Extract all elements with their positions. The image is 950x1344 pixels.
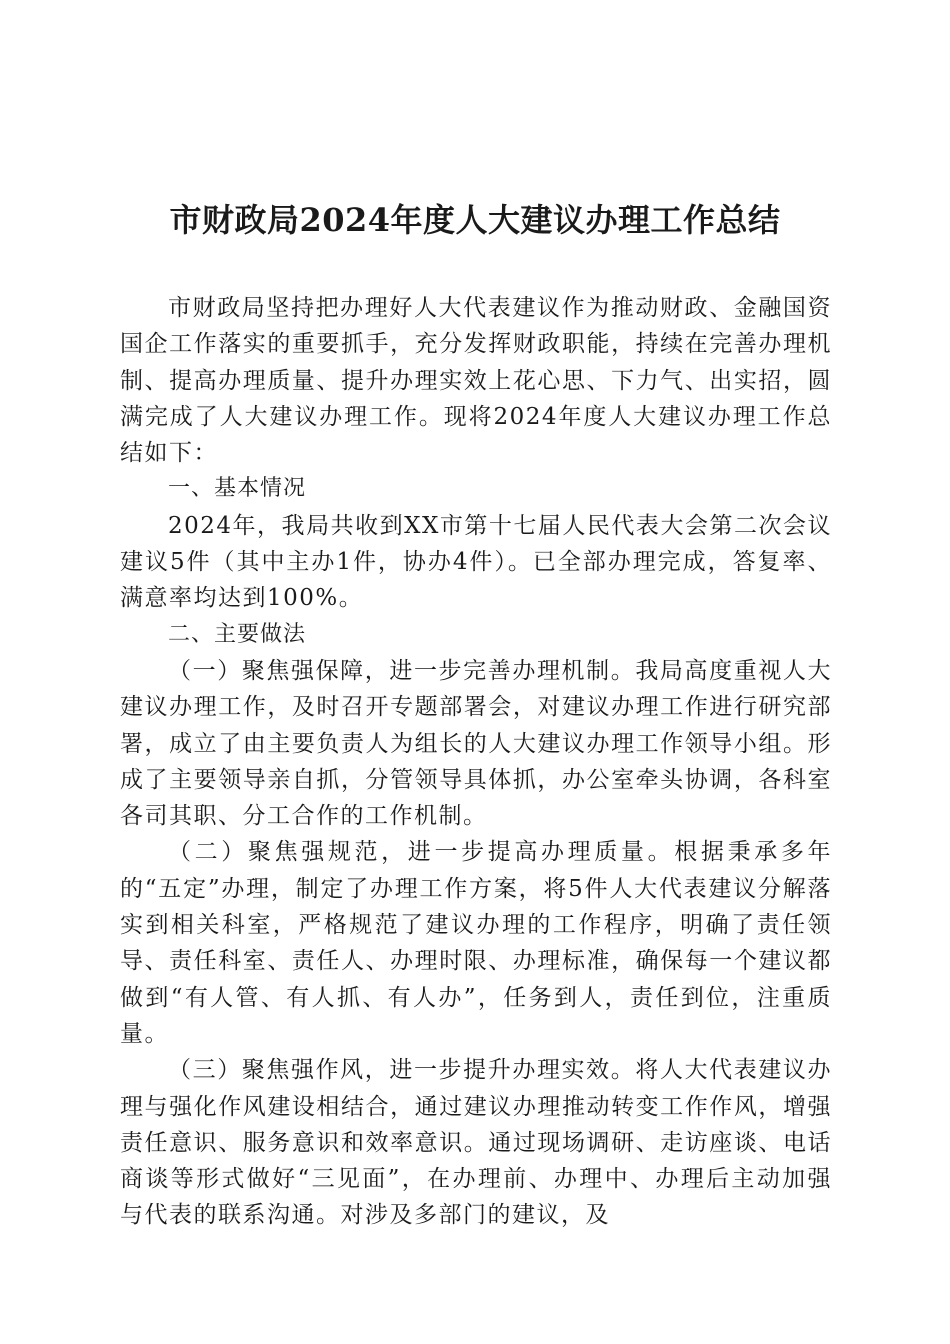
practice-item-2-lead: （二）聚焦强规范，进一步提高办理质量。 bbox=[168, 839, 675, 866]
intro-paragraph: 市财政局坚持把办理好人大代表建议作为推动财政、金融国资国企工作落实的重要抓手，充分发挥财政职能，持续在完善办理机制、提高办理质量、提升办理实效上花心思、下力气、出实招，圆满完成了人大建议办理工作。现将2024年度人大建议办理工作总结如下： bbox=[120, 295, 832, 467]
practice-item-3 bbox=[120, 1052, 832, 1233]
basic-situation-paragraph: 2024年，我局共收到XX市第十七届人民代表大会第二次会议建议5件（其中主办1件，协办4件）。已全部办理完成，答复率、满意率均达到100%。 bbox=[120, 512, 832, 612]
practice-item-1-lead: （一）聚焦强保障，进一步完善办理机制。 bbox=[168, 657, 636, 684]
section-heading-main-practices: 二、主要做法 bbox=[168, 621, 307, 647]
practice-item-3-text: 将人大代表建议办理与强化作风建设相结合，通过建议办理推动转变工作作风，增强责任意识、服务意识和效率意识。通过现场调研、走访座谈、电话商谈等形式做好“三见面”，在办理前、办理中、办理后主动加强与代表的联系沟通。对涉及多部门的建议，及 bbox=[120, 1057, 833, 1229]
practice-item-1 bbox=[120, 653, 832, 834]
practice-item-2-text: 根据秉承多年的“五定”办理，制定了办理工作方案，将5件人大代表建议分解落实到相关科室，严格规范了建议办理的工作程序，明确了责任领导、责任科室、责任人、办理时限、办理标准，确保每一个建议都做到“有人管、有人抓、有人办”，任务到人，责任到位，注重质量。 bbox=[120, 839, 833, 1047]
practice-item-3-lead: （三）聚焦强作风，进一步提升办理实效。 bbox=[168, 1057, 636, 1084]
document-title: 市财政局2024年度人大建议办理工作总结 bbox=[169, 201, 781, 239]
document-body bbox=[120, 290, 832, 1234]
practice-item-2 bbox=[120, 834, 832, 1052]
section-heading-basic-situation: 一、基本情况 bbox=[168, 476, 307, 502]
practice-item-1-text: 我局高度重视人大建议办理工作，及时召开专题部署会，对建议办理工作进行研究部署，成立了由主要负责人为组长的人大建议办理工作领导小组。形成了主要领导亲自抓，分管领导具体抓，办公室牵头协调，各科室各司其职、分工合作的工作机制。 bbox=[120, 657, 833, 830]
